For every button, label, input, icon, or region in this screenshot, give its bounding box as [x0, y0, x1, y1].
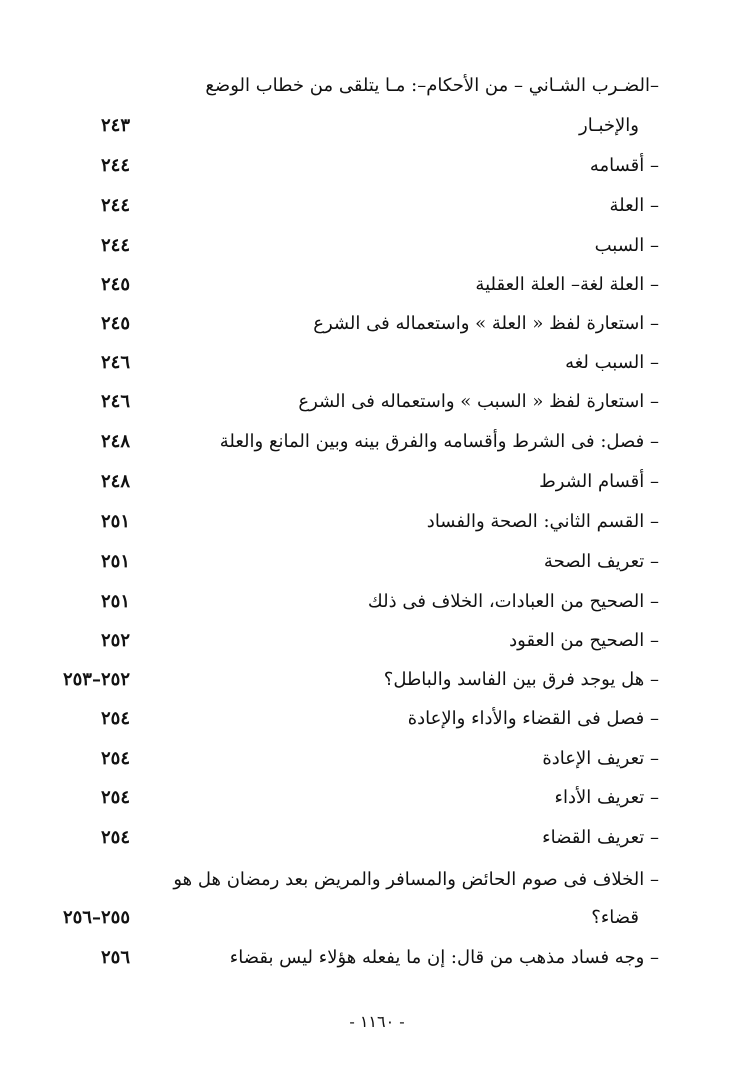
toc-entry-title: – تعريف الإعادة	[542, 748, 659, 769]
toc-row	[0, 306, 754, 346]
toc-row	[0, 267, 754, 307]
toc-row	[0, 701, 754, 741]
toc-page-number: ٢٤٤	[100, 155, 130, 176]
toc-row	[0, 148, 754, 188]
toc-page-number: ٢٤٥	[100, 313, 130, 334]
toc-entry-title: – تعريف الصحة	[543, 551, 659, 572]
toc-entry-title: – العلة لغة– العلة العقلية	[475, 274, 659, 295]
toc-row	[0, 900, 754, 940]
toc-page-number: ٢٥٤	[100, 827, 130, 848]
toc-page-number: ٢٥٥–٢٥٦	[62, 907, 130, 928]
toc-row	[0, 108, 754, 148]
toc-entry-title: – فصل فى القضاء والأداء والإعادة	[407, 708, 659, 729]
toc-page-number: ٢٤٤	[100, 195, 130, 216]
toc-page-number: ٢٥١	[100, 551, 130, 572]
toc-entry-title: – تعريف الأداء	[554, 787, 659, 808]
toc-page-number: ٢٤٨	[100, 431, 130, 452]
toc-entry-title: – فصل: فى الشرط وأقسامه والفرق بينه وبين المانع والعلة	[219, 431, 659, 452]
toc-row	[0, 228, 754, 268]
toc-row	[0, 862, 754, 902]
toc-row	[0, 820, 754, 860]
toc-row	[0, 544, 754, 584]
page-footer-number: - ١١٦٠ -	[349, 1012, 405, 1031]
toc-entry-title: – الصحيح من العقود	[509, 630, 659, 651]
toc-row	[0, 504, 754, 544]
toc-entry-title: – استعارة لفظ « العلة » واستعماله فى الشرع	[313, 313, 659, 334]
toc-page-number: ٢٤٤	[100, 235, 130, 256]
toc-row	[0, 188, 754, 228]
toc-entry-title: – العلة	[609, 195, 659, 216]
toc-page-number: ٢٥١	[100, 591, 130, 612]
toc-row	[0, 662, 754, 702]
toc-page-number: ٢٥٢	[100, 630, 130, 651]
toc-entry-title: – السبب لغه	[565, 352, 659, 373]
toc-page-number: ٢٤٨	[100, 471, 130, 492]
toc-row	[0, 424, 754, 464]
toc-entry-title: – الخلاف فى صوم الحائض والمسافر والمريض بعد رمضان هل هو	[173, 869, 659, 890]
toc-row	[0, 780, 754, 820]
toc-row	[0, 940, 754, 980]
toc-entry-title: – أقسام الشرط	[539, 471, 659, 492]
toc-page-number: ٢٥٢–٢٥٣	[62, 669, 130, 690]
toc-entry-title: – هل يوجد فرق بين الفاسد والباطل؟	[383, 669, 659, 690]
toc-entry-title: قضاء؟	[591, 907, 639, 928]
toc-page-number: ٢٥٦	[100, 947, 130, 968]
toc-page-number: ٢٥٤	[100, 748, 130, 769]
toc-entry-title: – القسم الثاني: الصحة والفساد	[426, 511, 659, 532]
toc-page-number: ٢٤٦	[100, 352, 130, 373]
toc-row	[0, 623, 754, 663]
toc-entry-title: –الضـرب الشـاني – من الأحكام–: مـا يتلقى من خطاب الوضع	[205, 75, 659, 96]
toc-row	[0, 345, 754, 385]
toc-entry-title: – تعريف القضاء	[542, 827, 659, 848]
toc-entry-title: – استعارة لفظ « السبب » واستعماله فى الشرع	[298, 391, 659, 412]
toc-row	[0, 741, 754, 781]
toc-page-number: ٢٥١	[100, 511, 130, 532]
toc-row	[0, 68, 754, 108]
toc-row	[0, 464, 754, 504]
toc-entry-title: – أقسامه	[589, 155, 659, 176]
toc-page-number: ٢٤٣	[100, 115, 130, 136]
toc-page-number: ٢٤٦	[100, 391, 130, 412]
toc-row	[0, 584, 754, 624]
toc-entry-title: – الصحيح من العبادات، الخلاف فى ذلك	[367, 591, 659, 612]
toc-entry-title: – وجه فساد مذهب من قال: إن ما يفعله هؤلاء ليس بقضاء	[229, 947, 659, 968]
toc-page-number: ٢٤٥	[100, 274, 130, 295]
toc-row	[0, 384, 754, 424]
toc-entry-title: – السبب	[594, 235, 659, 256]
toc-entry-title: والإخبـار	[579, 115, 639, 136]
toc-page-number: ٢٥٤	[100, 787, 130, 808]
toc-page-number: ٢٥٤	[100, 708, 130, 729]
